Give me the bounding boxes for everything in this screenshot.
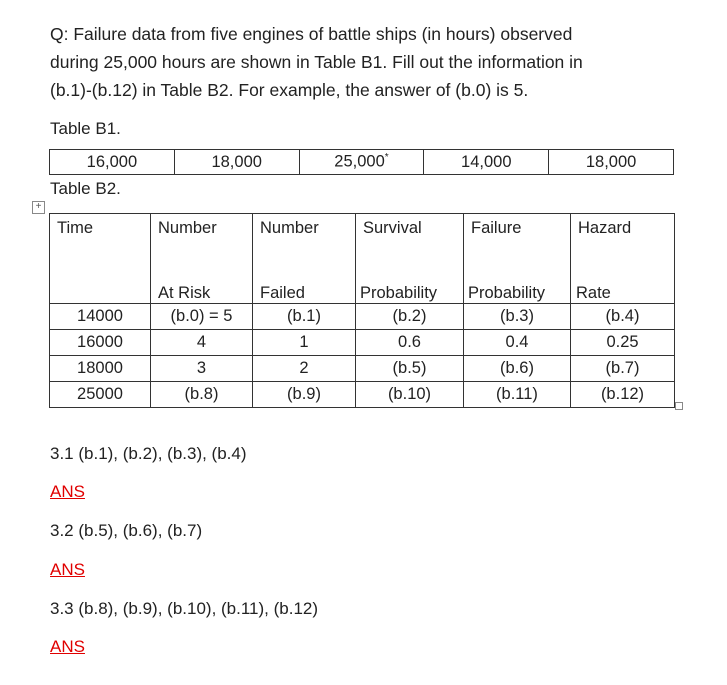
cell-hazard: 0.25	[571, 330, 675, 356]
part-3-1-answer-link[interactable]: ANS	[50, 482, 85, 501]
censored-mark: *	[384, 152, 389, 164]
cell-hazard: (b.7)	[571, 356, 675, 382]
part-3-2-answer-link[interactable]: ANS	[50, 560, 85, 579]
cell-time: 18000	[50, 356, 151, 382]
header-probability-survival: Probability	[356, 251, 464, 304]
table-b1-cell: 25,000*	[299, 150, 424, 175]
header-survival: Survival	[356, 214, 464, 252]
question-line-3: (b.1)-(b.12) in Table B2. For example, the answer of (b.0) is 5.	[50, 80, 529, 100]
table-b2-header-top	[50, 214, 675, 252]
table-b1	[49, 149, 674, 175]
header-at-risk: At Risk	[151, 251, 253, 304]
table-b1-row	[50, 150, 674, 175]
header-number-at-risk: Number	[151, 214, 253, 252]
table-b1-cell: 16,000	[50, 150, 175, 175]
table-row	[50, 304, 675, 330]
cell-at-risk: 3	[151, 356, 253, 382]
cell-failure: 0.4	[464, 330, 571, 356]
cell-failed: (b.9)	[253, 382, 356, 408]
cell-failure: (b.11)	[464, 382, 571, 408]
cell-failed: 1	[253, 330, 356, 356]
cell-at-risk: (b.8)	[151, 382, 253, 408]
part-3-1-label: 3.1 (b.1), (b.2), (b.3), (b.4)	[50, 444, 247, 463]
table-b1-cell: 18,000	[549, 150, 674, 175]
table-b2	[49, 213, 675, 408]
cell-time: 14000	[50, 304, 151, 330]
part-3-3-label: 3.3 (b.8), (b.9), (b.10), (b.11), (b.12)	[50, 599, 319, 618]
table-b1-cell: 14,000	[424, 150, 549, 175]
cell-survival: 0.6	[356, 330, 464, 356]
header-time: Time	[50, 214, 151, 252]
cell-failed: 2	[253, 356, 356, 382]
table-move-handle-icon[interactable]: +	[32, 201, 45, 214]
table-row	[50, 382, 675, 408]
part-3-2-label: 3.2 (b.5), (b.6), (b.7)	[50, 521, 203, 540]
header-number-failed: Number	[253, 214, 356, 252]
cell-failed: (b.1)	[253, 304, 356, 330]
cell-survival: (b.10)	[356, 382, 464, 408]
part-3-3-answer-link[interactable]: ANS	[50, 637, 85, 656]
cell-failure: (b.3)	[464, 304, 571, 330]
header-rate: Rate	[571, 251, 675, 304]
table-b2-caption: Table B2.	[50, 179, 121, 198]
header-hazard: Hazard	[571, 214, 675, 252]
table-resize-handle[interactable]	[675, 402, 683, 410]
cell-hazard: (b.4)	[571, 304, 675, 330]
table-b1-cell: 18,000	[174, 150, 299, 175]
question-line-1: Q: Failure data from five engines of battle ships (in hours) observed	[50, 24, 573, 44]
table-row	[50, 356, 675, 382]
cell-hazard: (b.12)	[571, 382, 675, 408]
question-line-2: during 25,000 hours are shown in Table B1. Fill out the information in	[50, 52, 583, 72]
cell-failure: (b.6)	[464, 356, 571, 382]
cell-time: 16000	[50, 330, 151, 356]
header-failed: Failed	[253, 251, 356, 304]
table-b1-caption: Table B1.	[50, 119, 121, 138]
cell-at-risk: 4	[151, 330, 253, 356]
table-row	[50, 330, 675, 356]
cell-survival: (b.5)	[356, 356, 464, 382]
header-probability-failure: Probability	[464, 251, 571, 304]
table-b2-header-bottom	[50, 251, 675, 304]
header-failure: Failure	[464, 214, 571, 252]
cell-at-risk: (b.0) = 5	[151, 304, 253, 330]
cell-survival: (b.2)	[356, 304, 464, 330]
header-time-sub	[50, 251, 151, 304]
cell-time: 25000	[50, 382, 151, 408]
